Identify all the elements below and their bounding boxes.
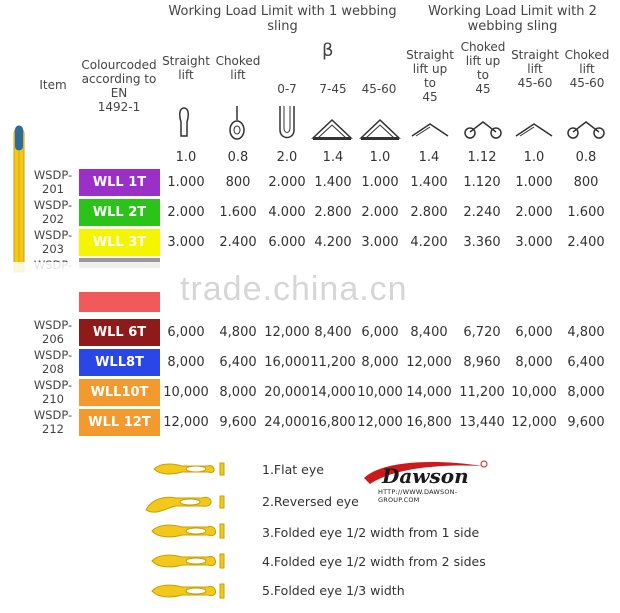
eye-type-label: 4.Folded eye 1/2 width from 2 sides	[262, 554, 486, 569]
reversed-eye-icon	[142, 490, 228, 516]
item-code-line: 212	[42, 422, 64, 436]
header-line: 45-60	[517, 76, 553, 90]
colour-header-line: 1492-1	[97, 100, 141, 114]
header-line: lift	[178, 68, 194, 82]
item-code-line: WSDP-	[33, 378, 73, 392]
header-line: 45-60	[569, 76, 605, 90]
value-cell: 2.240	[463, 205, 501, 220]
header-line: Choked	[564, 48, 610, 62]
value-cell: 16,800	[406, 415, 452, 430]
value-cell: 2.800	[314, 205, 352, 220]
value-cell: 1.600	[567, 205, 605, 220]
item-code	[28, 408, 78, 436]
value-cell: 4,800	[219, 325, 257, 340]
value-cell: 8,000	[515, 355, 553, 370]
colourcoded-header	[78, 58, 160, 114]
straight-45-60-header	[508, 48, 562, 90]
value-cell: 4,800	[567, 325, 605, 340]
value-cell: 11,200	[459, 385, 505, 400]
value-cell: 10,000	[163, 385, 209, 400]
dawson-url: HTTP://WWW.DAWSON-GROUP.COM	[378, 488, 458, 504]
item-header: Item	[39, 78, 67, 92]
value-cell: 14,000	[406, 385, 452, 400]
header-line: lift	[230, 68, 246, 82]
folded-eye-two-sides-icon	[150, 550, 228, 572]
value-cell: 8,000	[567, 385, 605, 400]
value-cell: 800	[573, 175, 599, 190]
flat-eye-icon	[152, 460, 228, 478]
group1-header	[165, 4, 400, 34]
header-line: to	[476, 68, 490, 82]
value-cell: 6,400	[219, 355, 257, 370]
value-cell: 3.000	[361, 235, 399, 250]
factor-cell: 1.4	[418, 150, 440, 165]
factor-cell: 0.8	[227, 150, 249, 165]
item-code-line: 201	[42, 182, 64, 196]
value-cell: 6.000	[268, 235, 306, 250]
angle-0-7-header: 0-7	[277, 82, 297, 96]
colour-swatch-wll-3t: WLL 3T	[79, 229, 160, 256]
value-cell: 12,000	[511, 415, 557, 430]
header-line: lift	[527, 62, 543, 76]
value-cell: 6,720	[463, 325, 501, 340]
item-code-line: WSDP-	[33, 198, 73, 212]
item-code-line: WSDP-	[33, 408, 73, 422]
value-cell: 6,000	[515, 325, 553, 340]
two-leg-straight-icon	[410, 120, 450, 138]
value-cell: 6,400	[567, 355, 605, 370]
header-line: Straight	[162, 54, 210, 68]
dawson-brand-name: Dawson	[382, 464, 469, 488]
watermark-text: trade.china.cn	[180, 270, 408, 308]
item-code	[28, 318, 78, 346]
item-code	[28, 198, 78, 226]
value-cell: 12,000	[264, 325, 310, 340]
colour-header-line: according to	[81, 72, 157, 86]
value-cell: 3.000	[515, 235, 553, 250]
header-line: lift up	[465, 54, 501, 68]
value-cell: 8,400	[314, 325, 352, 340]
angle-45-60-header: 45-60	[361, 82, 397, 96]
value-cell: 9,600	[219, 415, 257, 430]
value-cell: 16,800	[310, 415, 356, 430]
sling-illustration	[8, 124, 30, 274]
value-cell: 8,960	[463, 355, 501, 370]
partial-red-swatch	[79, 292, 160, 312]
folded-eye-one-side-icon	[150, 520, 228, 542]
value-cell: 2.000	[167, 205, 205, 220]
colour-header-line: Colourcoded	[81, 58, 157, 72]
value-cell: 12,000	[357, 415, 403, 430]
item-code-line: 208	[42, 362, 64, 376]
colour-swatch-wll-12t: WLL 12T	[79, 409, 160, 436]
value-cell: 11,200	[310, 355, 356, 370]
angle-7-45-header: 7-45	[319, 82, 347, 96]
value-cell: 6,000	[167, 325, 205, 340]
value-cell: 1.400	[410, 175, 448, 190]
item-code-line: 203	[42, 242, 64, 256]
straight-lift-icon	[176, 106, 192, 140]
eye-type-label: 2.Reversed eye	[262, 494, 359, 509]
factor-cell: 1.0	[369, 150, 391, 165]
value-cell: 2.000	[361, 205, 399, 220]
header-line: to	[423, 76, 437, 90]
folded-eye-third-width-icon	[150, 580, 228, 602]
item-code-line: 206	[42, 332, 64, 346]
group2-header-line2: webbing sling	[467, 19, 558, 34]
header-line: Choked	[215, 54, 261, 68]
factor-cell: 1.4	[322, 150, 344, 165]
header-line: Straight	[406, 48, 454, 62]
value-cell: 8,400	[410, 325, 448, 340]
item-code	[28, 378, 78, 406]
value-cell: 2.000	[515, 205, 553, 220]
colour-swatch-wll-8t: WLL8T	[79, 349, 160, 376]
value-cell: 1.000	[361, 175, 399, 190]
colour-swatch-wll-10t: WLL10T	[79, 379, 160, 406]
value-cell: 3.000	[167, 235, 205, 250]
basket-7-45-icon	[311, 116, 353, 142]
value-cell: 1.000	[167, 175, 205, 190]
value-cell: 12,000	[406, 355, 452, 370]
item-code	[28, 348, 78, 376]
factor-cell: 1.0	[523, 150, 545, 165]
value-cell: 10,000	[511, 385, 557, 400]
group2-header	[410, 4, 615, 34]
choked-lift-header	[212, 54, 264, 82]
header-line: 45	[422, 90, 438, 104]
eye-type-label: 3.Folded eye 1/2 width from 1 side	[262, 525, 480, 540]
choked-45-60-header	[560, 48, 614, 90]
value-cell: 2.400	[219, 235, 257, 250]
value-cell: 4.000	[268, 205, 306, 220]
value-cell: 4.200	[410, 235, 448, 250]
value-cell: 20,000	[264, 385, 310, 400]
value-cell: 8,000	[361, 355, 399, 370]
beta-symbol: β	[322, 40, 334, 61]
value-cell: 14,000	[310, 385, 356, 400]
factor-cell: 1.0	[175, 150, 197, 165]
value-cell: 2.800	[410, 205, 448, 220]
value-cell: 1.120	[463, 175, 501, 190]
value-cell: 8,000	[219, 385, 257, 400]
value-cell: 16,000	[264, 355, 310, 370]
value-cell: 13,440	[459, 415, 505, 430]
item-code	[28, 228, 78, 256]
item-code-line: WSDP-	[33, 348, 73, 362]
value-cell: 2.400	[567, 235, 605, 250]
colour-swatch-wll-2t: WLL 2T	[79, 199, 160, 226]
value-cell: 1.000	[515, 175, 553, 190]
value-cell: 8,000	[167, 355, 205, 370]
factor-cell: 0.8	[575, 150, 597, 165]
eye-type-label: 5.Folded eye 1/3 width	[262, 583, 405, 598]
item-code-line: WSDP-	[33, 228, 73, 242]
item-code-line: WSDP-	[33, 168, 73, 182]
factor-cell: 2.0	[276, 150, 298, 165]
header-line: lift up	[412, 62, 448, 76]
value-cell: 3.360	[463, 235, 501, 250]
two-leg-choked-45-60-icon	[565, 118, 607, 140]
header-line: 45	[475, 82, 491, 96]
item-code	[28, 168, 78, 196]
item-code-line: 210	[42, 392, 64, 406]
value-cell: 4.200	[314, 235, 352, 250]
straight-upto45-header	[403, 48, 457, 104]
choked-upto45-header	[456, 40, 510, 96]
basket-45-60-icon	[359, 116, 401, 142]
group1-header-text: Working Load Limit with 1 webbing sling	[168, 4, 397, 34]
value-cell: 1.600	[219, 205, 257, 220]
value-cell: 10,000	[357, 385, 403, 400]
value-cell: 2.000	[268, 175, 306, 190]
factor-cell: 1.12	[467, 150, 497, 165]
eye-type-label: 1.Flat eye	[262, 462, 324, 477]
header-line: lift	[579, 62, 595, 76]
colour-swatch-wll-1t: WLL 1T	[79, 169, 160, 196]
value-cell: 6,000	[361, 325, 399, 340]
item-code-line: 202	[42, 212, 64, 226]
colour-header-line: EN	[110, 86, 128, 100]
value-cell: 800	[225, 175, 251, 190]
group2-header-line1: Working Load Limit with 2	[428, 4, 597, 19]
colour-swatch-wll-6t: WLL 6T	[79, 319, 160, 346]
header-line: Choked	[460, 40, 506, 54]
header-line: Straight	[511, 48, 559, 62]
item-code-line: WSDP-	[33, 318, 73, 332]
value-cell: 1.400	[314, 175, 352, 190]
dawson-logo	[360, 458, 490, 504]
value-cell: 24,000	[264, 415, 310, 430]
two-leg-straight-45-60-icon	[514, 120, 554, 138]
value-cell: 9,600	[567, 415, 605, 430]
basket-0-7-icon	[276, 104, 298, 142]
value-cell: 12,000	[163, 415, 209, 430]
choked-lift-icon	[226, 104, 248, 142]
two-leg-choked-icon	[462, 118, 504, 140]
straight-lift-header	[160, 54, 212, 82]
